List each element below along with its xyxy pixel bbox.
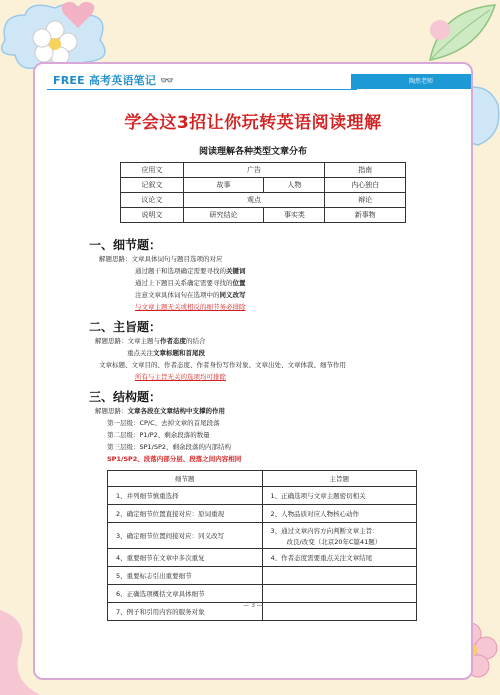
section-heading-structure: 三、结构题： xyxy=(89,390,162,404)
table-header-row: 细节题 主旨题 xyxy=(108,471,417,487)
table-row: 记叙文 故事 人物 内心独白 xyxy=(121,178,406,193)
section-heading-detail: 一、细节题： xyxy=(89,238,162,252)
detail-line-2: 通过题干和选项确定需要寻找的关键词 xyxy=(135,267,246,275)
page-number: — 3 — xyxy=(243,602,263,609)
structure-line-5: SP1/SP2、段落内部分层、段落之间内容相同 xyxy=(107,455,242,463)
section-heading-main-idea: 二、主旨题： xyxy=(89,320,162,334)
main-idea-line-3: 文章标题、文章目的、作者态度、作者身份写作对象、文章出处、文章体裁、细节作用 xyxy=(99,361,346,369)
document-page xyxy=(33,62,473,680)
structure-line-3: 第二层级：P1/P2、剩余段落的数量 xyxy=(107,431,210,439)
table-row: 6、正确选项概括文章具体细节 xyxy=(108,585,417,603)
table-row: 应用文 广告 指南 xyxy=(121,163,406,178)
detail-line-5: 与文章主题无关或相反的细节务必排除 xyxy=(135,303,246,311)
table-row: 议论文 观点 辩论 xyxy=(121,193,406,208)
article-type-table xyxy=(120,162,406,223)
table-row: 5、重要标志引出重要细节 xyxy=(108,567,417,585)
main-idea-line-2: 重点关注文章标题和首尾段 xyxy=(127,349,205,357)
table-row: 说明文 研究结论 事实类 新事物 xyxy=(121,208,406,223)
table-row: 1、并列细节慎重选择 1、正确选项与文章主题密切相关 xyxy=(108,487,417,505)
page-title: 学会这3招让你玩转英语阅读理解 xyxy=(124,113,382,133)
structure-line-2: 第一层级：CP/C、去掉文章的首尾段落 xyxy=(107,419,220,427)
structure-line-1: 解题思路：文章各段在文章结构中支撑的作用 xyxy=(95,407,225,415)
table-row: 7、例子和引用内容的服务对象 xyxy=(108,603,417,621)
table-row: 4、重要细节在文章中多次重复 4、作者态度需要重点关注文章结尾 xyxy=(108,549,417,567)
detail-line-1: 解题思路：文章具体词句与题目选项的对应 xyxy=(99,255,223,263)
header-author: 陶然老师 xyxy=(351,74,471,89)
detail-line-4: 注意文章具体词句在选项中的同义改写 xyxy=(135,291,246,299)
leaf-topright-decoration xyxy=(410,0,500,70)
structure-line-4: 第三层级：SP1/SP2、剩余段落的内部结构 xyxy=(107,443,232,451)
main-idea-line-4: 所有与主旨无关的选项均可排除 xyxy=(135,373,226,381)
table-row: 3、确定细节位置间接对应：同义改写 3、通过文章内容方向判断文章主旨： 改良/改变（北京20年C篇41题） xyxy=(108,523,417,549)
header-divider xyxy=(47,89,357,90)
table-row: 2、确定细节位置直接对应：原词重现 2、人物品质对应人物核心动作 xyxy=(108,505,417,523)
detail-vs-main-idea-table xyxy=(107,470,417,621)
main-idea-line-1: 解题思路：文章主题与作者态度的结合 xyxy=(95,337,206,345)
pink-heart-decoration xyxy=(60,0,96,30)
glasses-icon: 👓 xyxy=(160,74,174,87)
header-brand: FREE 高考英语笔记 👓 xyxy=(53,74,174,87)
detail-line-3: 通过上下题目关系确定需要寻找的位置 xyxy=(135,279,246,287)
section-subtitle: 阅读理解各种类型文章分布 xyxy=(198,147,307,157)
